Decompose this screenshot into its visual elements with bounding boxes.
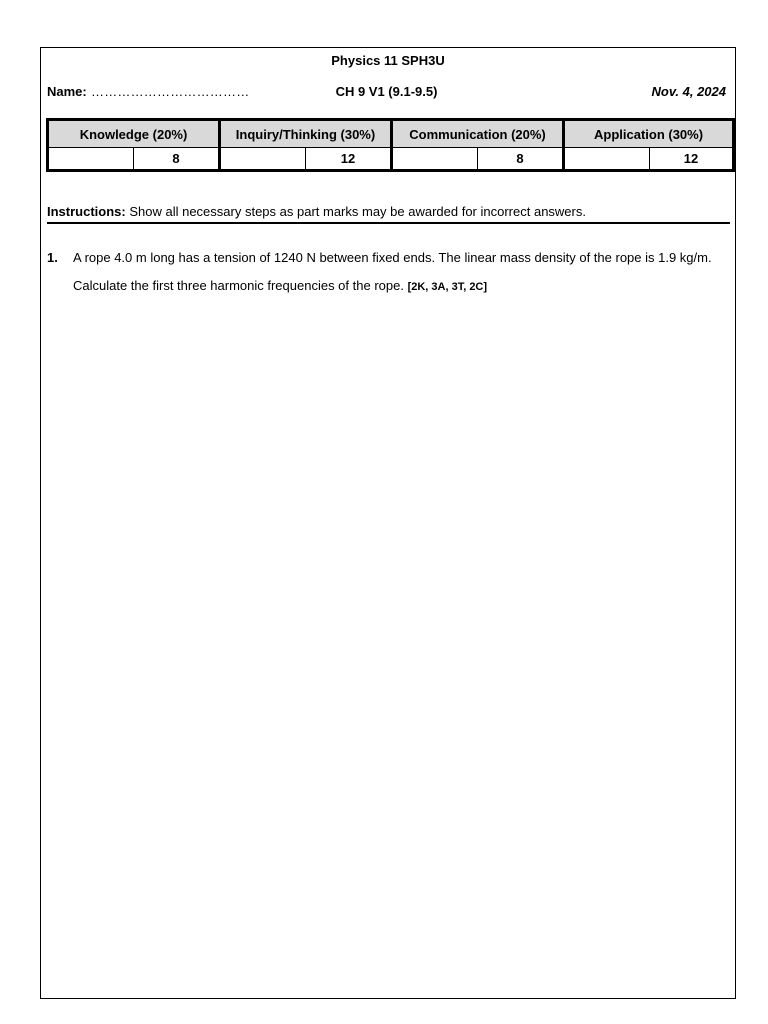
out-of-knowledge: 8 (134, 148, 220, 171)
header-row (47, 84, 726, 102)
out-of-application: 12 (650, 148, 734, 171)
test-date: Nov. 4, 2024 (651, 84, 726, 99)
score-cell-inquiry[interactable] (220, 148, 306, 171)
out-of-communication: 8 (478, 148, 564, 171)
marks-table (46, 118, 735, 172)
score-cell-communication[interactable] (392, 148, 478, 171)
out-of-inquiry: 12 (306, 148, 392, 171)
marks-header-row (48, 120, 734, 148)
score-cell-application[interactable] (564, 148, 650, 171)
course-title: Physics 11 SPH3U (331, 53, 445, 68)
category-header-inquiry: Inquiry/Thinking (30%) (220, 120, 392, 148)
instructions-label: Instructions: (47, 204, 126, 219)
marks-score-row (48, 148, 734, 171)
instructions-text: Show all necessary steps as part marks may be awarded for incorrect answers. (125, 204, 586, 219)
chapter-title: CH 9 V1 (9.1-9.5) (335, 84, 438, 99)
question-1 (47, 244, 723, 301)
score-cell-knowledge[interactable] (48, 148, 134, 171)
category-header-communication: Communication (20%) (392, 120, 564, 148)
question-marks: [2K, 3A, 3T, 2C] (407, 281, 488, 293)
question-number: 1. (47, 250, 58, 265)
category-header-knowledge: Knowledge (20%) (48, 120, 220, 148)
name-label: Name: (47, 84, 87, 99)
question-text-block (73, 244, 723, 301)
category-header-application: Application (30%) (564, 120, 734, 148)
question-text: A rope 4.0 m long has a tension of 1240 N between fixed ends. The linear mass density of the rope is 1.9 kg/m. Calculate the first three harmonic frequencies of the rope. (73, 250, 712, 293)
name-blank: ……………………………… (91, 84, 250, 99)
test-page (40, 47, 736, 999)
instructions (47, 204, 730, 224)
